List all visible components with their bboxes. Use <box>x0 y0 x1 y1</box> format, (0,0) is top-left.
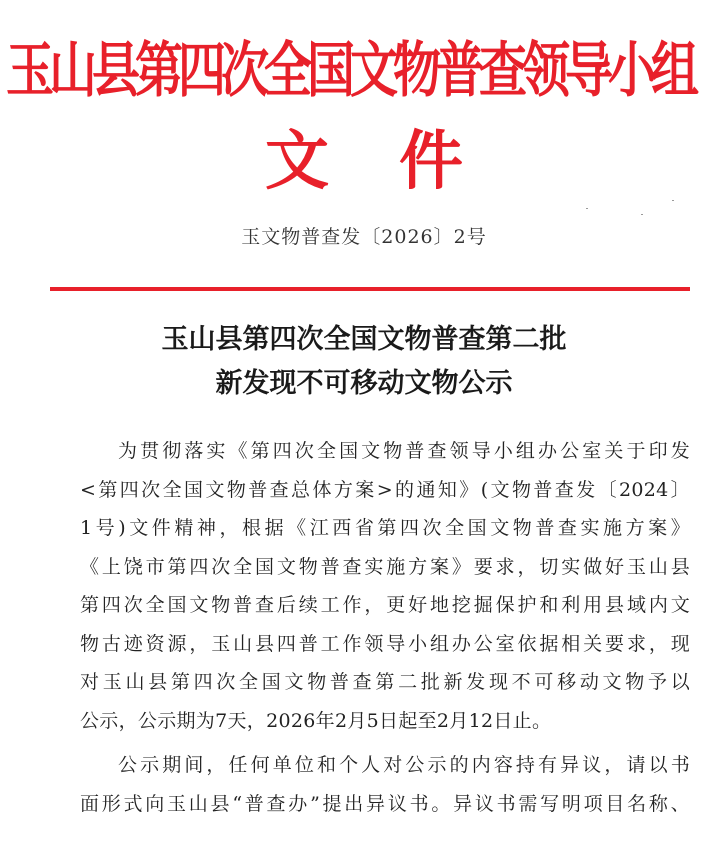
organization-header: 玉山县第四次全国文物普查领导小组 <box>5 35 694 106</box>
title-line-1: 玉山县第四次全国文物普查第二批 <box>161 324 567 355</box>
body-line: 为贯彻落实《第四次全国文物普查领导小组办公室关于印发 <box>118 440 690 462</box>
body-line: 物古迹资源，玉山县四普工作领导小组办公室依据相关要求，现 <box>80 632 690 655</box>
scan-speck <box>641 214 643 215</box>
body-line: 面形式向玉山县“普查办”提出异议书。异议书需写明项目名称、 <box>80 792 690 815</box>
body-line: 1号)文件精神，根据《江西省第四次全国文物普查实施方案》 <box>80 517 690 539</box>
scan-speck <box>586 208 588 209</box>
scan-speck <box>672 200 674 201</box>
body-line: 《上饶市第四次全国文物普查实施方案》要求，切实做好玉山县 <box>80 555 690 578</box>
body-paragraph-1 <box>80 432 690 740</box>
body-line: 第四次全国文物普查后续工作，更好地挖掘保护和利用县域内文 <box>80 594 690 616</box>
red-divider-line <box>50 287 690 291</box>
body-line: 对玉山县第四次全国文物普查第二批新发现不可移动文物予以 <box>80 671 690 693</box>
body-line: 公示期间，任何单位和个人对公示的内容持有异议，请以书 <box>118 754 690 776</box>
document-type-label: 文件 <box>265 124 533 199</box>
document-body <box>80 432 690 823</box>
title-line-2: 新发现不可移动文物公示 <box>215 368 513 399</box>
body-line: 公示，公示期为7天，2026年2月5日起至2月12日止。 <box>80 709 552 732</box>
document-number: 玉文物普查发〔2026〕2号 <box>241 226 487 248</box>
body-paragraph-2 <box>80 746 690 823</box>
body-line: <第四次全国文物普查总体方案>的通知》(文物普查发〔2024〕 <box>80 478 690 501</box>
document-title <box>0 318 728 406</box>
